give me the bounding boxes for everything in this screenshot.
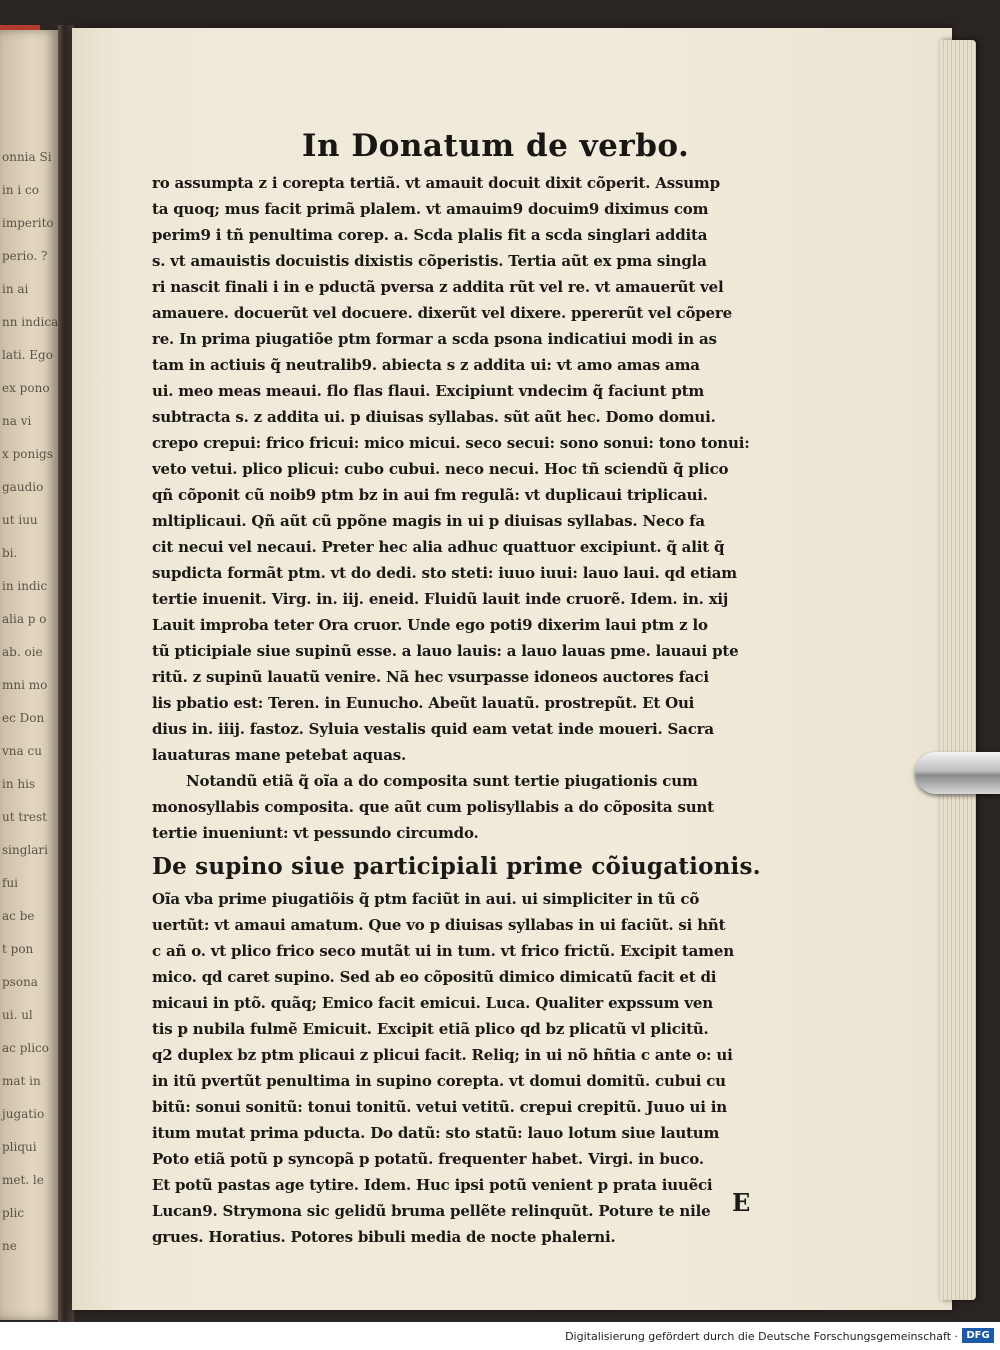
- left-page-fragment: gaudio: [2, 480, 44, 494]
- section-text-line: micaui in ptõ. quãq; Emico facit emicui. Luca. Qualiter expssum ven: [152, 994, 713, 1012]
- left-page-fragment: ui. ul: [2, 1008, 33, 1022]
- left-page-fragment: psona: [2, 975, 38, 989]
- book-page: [72, 28, 952, 1310]
- text-line: dius in. iiij. fastoz. Syluia vestalis quid eam vetat inde moueri. Sacra: [152, 720, 714, 738]
- left-page-fragment: singlari: [2, 843, 48, 857]
- text-line: re. In prima piugatiõe ptm formar a scda psona indicatiui modi in as: [152, 330, 717, 348]
- left-page-fragment: imperito: [2, 216, 54, 230]
- left-page-fragment: ut trest: [2, 810, 48, 824]
- left-page-fragment: ac plico: [2, 1041, 49, 1055]
- section-text-line: Lucan9. Strymona sic gelidũ bruma pellẽte relinquũt. Poture te nile: [152, 1202, 711, 1220]
- left-page-fragment: ab. oie: [2, 645, 43, 659]
- left-page-fragment: bi.: [2, 546, 18, 560]
- section-text-line: tis p nubila fulmẽ Emicuit. Excipit etiã plico qd bz plicatũ vl plicitũ.: [152, 1020, 709, 1038]
- text-line: lis pbatio est: Teren. in Eunucho. Abeũt lauatũ. prostrepũt. Et Oui: [152, 694, 695, 712]
- text-line: monosyllabis composita. que aũt cum polisyllabis a do cõposita sunt: [152, 798, 714, 816]
- section-text-line: q2 duplex bz ptm plicaui z plicui facit. Reliq; in ui nõ hñtia c ante o: ui: [152, 1046, 733, 1064]
- signature-mark: E: [732, 1188, 751, 1217]
- left-page-edge: [0, 30, 58, 1320]
- section-heading: De supino siue participiali prime cõiugationis.: [152, 853, 761, 880]
- text-line: Notandũ etiã q̃ oĩa a do composita sunt tertie piugationis cum: [186, 772, 698, 790]
- text-line: perim9 i tñ penultima corep. a. Scda plalis fit a scda singlari addita: [152, 226, 708, 244]
- text-line: ritũ. z supinũ lauatũ venire. Nã hec vsurpasse idoneos auctores faci: [152, 668, 709, 686]
- dfg-logo: DFG: [962, 1328, 994, 1343]
- left-page-fragment: mat in: [2, 1074, 41, 1088]
- left-page-fragment: ne: [2, 1239, 17, 1253]
- left-page-fragment: vna cu: [2, 744, 42, 758]
- section-text-line: Poto etiã potũ p syncopã p potatũ. frequenter habet. Virgi. in buco.: [152, 1150, 704, 1168]
- section-text-line: itum mutat prima pducta. Do datũ: sto statũ: lauo lotum siue lautum: [152, 1124, 720, 1142]
- text-line: tertie inuenit. Virg. in. iij. eneid. Fluidũ lauit inde cruorẽ. Idem. in. xij: [152, 590, 729, 608]
- text-line: mltiplicaui. Qñ aũt cũ ppõne magis in ui p diuisas syllabas. Neco fa: [152, 512, 705, 530]
- section-text-line: grues. Horatius. Potores bibuli media de nocte phalerni.: [152, 1228, 616, 1246]
- left-page-fragment: ec Don: [2, 711, 45, 725]
- text-line: supdicta formãt ptm. vt do dedi. sto steti: iuuo iuui: lauo laui. qd etiam: [152, 564, 737, 582]
- left-page-fragment: jugatio: [2, 1107, 45, 1121]
- left-page-fragment: ac be: [2, 909, 35, 923]
- section-text-line: Oĩa vba prime piugatiõis q̃ ptm faciũt in aui. ui simpliciter in tũ cõ: [152, 890, 700, 908]
- section-text-line: in itũ pvertũt penultima in supino corepta. vt domui domitũ. cubui cu: [152, 1072, 726, 1090]
- text-line: ui. meo meas meaui. flo flas flaui. Excipiunt vndecim q̃ faciunt ptm: [152, 382, 705, 400]
- text-line: tũ pticipiale siue supinũ esse. a lauo lauis: a lauo lauas pme. lauaui pte: [152, 642, 739, 660]
- text-line: lauaturas mane petebat aquas.: [152, 746, 406, 764]
- page-holder-clip: [915, 752, 1000, 794]
- left-page-fragment: nn indica: [2, 315, 58, 329]
- main-text-block: [152, 170, 852, 1250]
- left-page-fragment: ut iuu: [2, 513, 38, 527]
- text-line: crepo crepui: frico fricui: mico micui. seco secui: sono sonui: tono tonui:: [152, 434, 750, 452]
- left-page-fragment: in ai: [2, 282, 29, 296]
- left-page-fragment: na vi: [2, 414, 32, 428]
- left-page-fragment: t pon: [2, 942, 34, 956]
- footer-credit: Digitalisierung gefördert durch die Deutsche Forschungsgemeinschaft ·: [565, 1330, 958, 1343]
- left-page-fragment: met. le: [2, 1173, 44, 1187]
- left-page-fragment: ex pono: [2, 381, 50, 395]
- text-line: ro assumpta z i corepta tertiã. vt amauit docuit dixit cõperit. Assump: [152, 174, 720, 192]
- left-page-fragment: plic: [2, 1206, 25, 1220]
- text-line: ta quoq; mus facit primã plalem. vt amauim9 docuim9 diximus com: [152, 200, 709, 218]
- left-page-fragment: fui: [2, 876, 19, 890]
- text-line: amauere. docuerũt vel docuere. dixerũt vel dixere. ppererũt vel cõpere: [152, 304, 732, 322]
- section-text-line: mico. qd caret supino. Sed ab eo cõpositũ dimico dimicatũ facit et di: [152, 968, 717, 986]
- text-line: subtracta s. z addita ui. p diuisas syllabas. sũt aũt hec. Domo domui.: [152, 408, 716, 426]
- left-page-fragment: mni mo: [2, 678, 48, 692]
- text-line: tam in actiuis q̃ neutralib9. abiecta s z addita ui: vt amo amas ama: [152, 356, 700, 374]
- left-page-fragment: pliqui: [2, 1140, 37, 1154]
- left-page-fragment: x ponigs: [2, 447, 53, 461]
- left-page-fragment: perio. ?: [2, 249, 48, 263]
- text-line: cit necui vel necaui. Preter hec alia adhuc quattuor excipiunt. q̃ alit q̃: [152, 538, 725, 556]
- section-text-line: Et potũ pastas age tytire. Idem. Huc ipsi potũ venient p prata iuuẽci: [152, 1176, 713, 1194]
- section-text-line: bitũ: sonui sonitũ: tonui tonitũ. vetui vetitũ. crepui crepitũ. Juuo ui in: [152, 1098, 727, 1116]
- text-line: ri nascit finali i in e pductã pversa z addita rũt vel re. vt amauerũt vel: [152, 278, 724, 296]
- page-stack-edges: [940, 40, 976, 1300]
- text-line: veto vetui. plico plicui: cubo cubui. neco necui. Hoc tñ sciendũ q̃ plico: [152, 460, 729, 478]
- left-page-fragment: in his: [2, 777, 36, 791]
- section-text-line: uertũt: vt amaui amatum. Que vo p diuisas syllabas in ui faciũt. si hñt: [152, 916, 726, 934]
- left-page-fragment: alia p o: [2, 612, 47, 626]
- text-line: s. vt amauistis docuistis dixistis cõperistis. Tertia aũt ex pma singla: [152, 252, 707, 270]
- section-text-line: c añ o. vt plico frico seco mutãt ui in tum. vt frico frictũ. Excipit tamen: [152, 942, 734, 960]
- footer-bar: [0, 1322, 1000, 1350]
- text-line: tertie inueniunt: vt pessundo circumdo.: [152, 824, 479, 842]
- text-line: Lauit improba teter Ora cruor. Unde ego poti9 dixerim laui ptm z lo: [152, 616, 708, 634]
- left-page-fragment: onnia Si: [2, 150, 52, 164]
- left-page-fragment: lati. Ego: [2, 348, 53, 362]
- running-head: In Donatum de verbo.: [302, 128, 690, 164]
- left-page-fragment: in indic: [2, 579, 48, 593]
- left-page-fragment: in i co: [2, 183, 39, 197]
- text-line: qñ cõponit cũ noib9 ptm bz in aui fm regulã: vt duplicaui triplicaui.: [152, 486, 708, 504]
